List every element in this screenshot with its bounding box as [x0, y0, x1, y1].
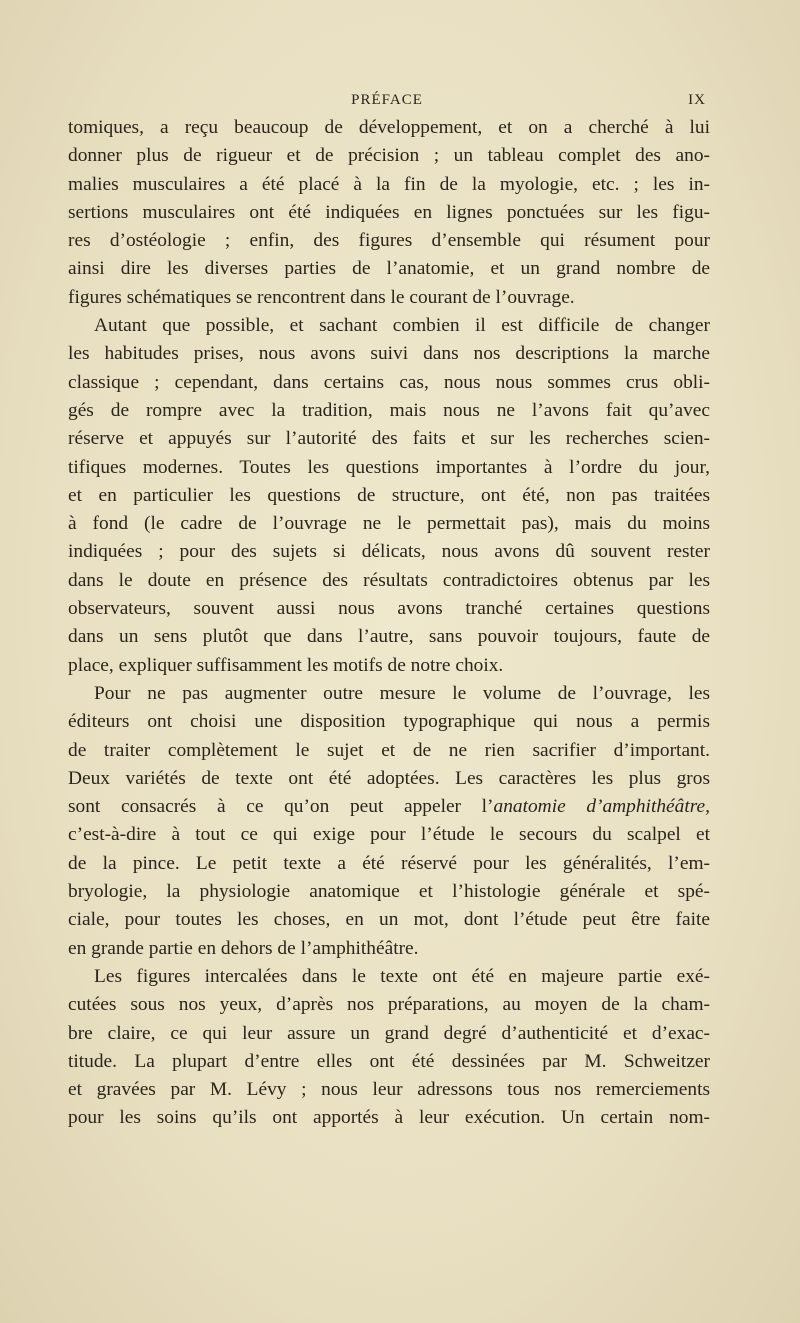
text-line: classique ; cependant, dans certains cas, nous nous sommes crus obli- — [68, 371, 710, 393]
text-line: figures schématiques se rencontrent dans le courant de l’ouvrage. — [68, 286, 575, 308]
text-line: malies musculaires a été placé à la fin de la myologie, etc. ; les in- — [68, 173, 710, 195]
text-line: bryologie, la physiologie anatomique et l’histologie générale et spé- — [68, 881, 710, 903]
running-head — [68, 92, 706, 114]
text-line: tifiques modernes. Toutes les questions importantes à l’ordre du jour, — [68, 456, 710, 478]
text-line: bre claire, ce qui leur assure un grand degré d’authenticité et d’exac- — [68, 1022, 710, 1044]
text-line: Pour ne pas augmenter outre mesure le volume de l’ouvrage, les — [94, 682, 710, 704]
page-number: IX — [688, 92, 706, 108]
text-line: les habitudes prises, nous avons suivi dans nos descriptions la marche — [68, 343, 710, 365]
text-line: réserve et appuyés sur l’autorité des faits et sur les recherches scien- — [68, 428, 710, 450]
text-line: de la pince. Le petit texte a été réservé pour les généralités, l’em- — [68, 852, 710, 874]
text-line: dans le doute en présence des résultats contradictoires obtenus par les — [68, 569, 710, 591]
text-line: ainsi dire les diverses parties de l’anatomie, et un grand nombre de — [68, 258, 710, 280]
body-text — [68, 114, 710, 1133]
text-line: donner plus de rigueur et de précision ; un tableau complet des ano- — [68, 145, 710, 167]
text-line: et gravées par M. Lévy ; nous leur adressons tous nos remerciements — [68, 1079, 710, 1101]
text-line: Autant que possible, et sachant combien il est difficile de changer — [94, 315, 710, 337]
text-line: titude. La plupart d’entre elles ont été dessinées par M. Schweitzer — [68, 1050, 710, 1072]
text-line: c’est-à-dire à tout ce qui exige pour l’étude le secours du scalpel et — [68, 824, 710, 846]
running-title: PRÉFACE — [351, 92, 423, 108]
text-line: dans un sens plutôt que dans l’autre, sans pouvoir toujours, faute de — [68, 626, 710, 648]
text-line: de traiter complètement le sujet et de ne rien sacrifier d’important. — [68, 739, 710, 761]
text-line: observateurs, souvent aussi nous avons tranché certaines questions — [68, 598, 710, 620]
text-line: éditeurs ont choisi une disposition typographique qui nous a permis — [68, 711, 710, 733]
text-line: et en particulier les questions de structure, ont été, non pas traitées — [68, 484, 710, 506]
text-line — [68, 793, 710, 821]
text-line: ciale, pour toutes les choses, en un mot, dont l’étude peut être faite — [68, 909, 710, 931]
text-line: indiquées ; pour des sujets si délicats, nous avons dû souvent rester — [68, 541, 710, 563]
text-segment: sont consacrés à ce qu’on peut appeler l’ — [68, 796, 494, 818]
text-line: à fond (le cadre de l’ouvrage ne le permettait pas), mais du moins — [68, 513, 710, 535]
text-line: Les figures intercalées dans le texte ont été en majeure partie exé- — [94, 965, 710, 987]
text-line: place, expliquer suffisamment les motifs de notre choix. — [68, 654, 504, 676]
text-line: Deux variétés de texte ont été adoptées. Les caractères les plus gros — [68, 767, 710, 789]
text-line: res d’ostéologie ; enfin, des figures d’ensemble qui résument pour — [68, 230, 710, 252]
text-line: en grande partie en dehors de l’amphithéâtre. — [68, 937, 419, 959]
italic-term: anatomie d’amphithéâtre, — [493, 796, 711, 818]
text-line: cutées sous nos yeux, d’après nos préparations, au moyen de la cham- — [68, 994, 710, 1016]
text-line: sertions musculaires ont été indiquées en lignes ponctuées sur les figu- — [68, 201, 710, 223]
text-line: tomiques, a reçu beaucoup de développement, et on a cherché à lui — [68, 117, 710, 138]
text-line: pour les soins qu’ils ont apportés à leur exécution. Un certain nom- — [68, 1107, 710, 1129]
text-line: gés de rompre avec la tradition, mais nous ne l’avons fait qu’avec — [68, 399, 710, 421]
